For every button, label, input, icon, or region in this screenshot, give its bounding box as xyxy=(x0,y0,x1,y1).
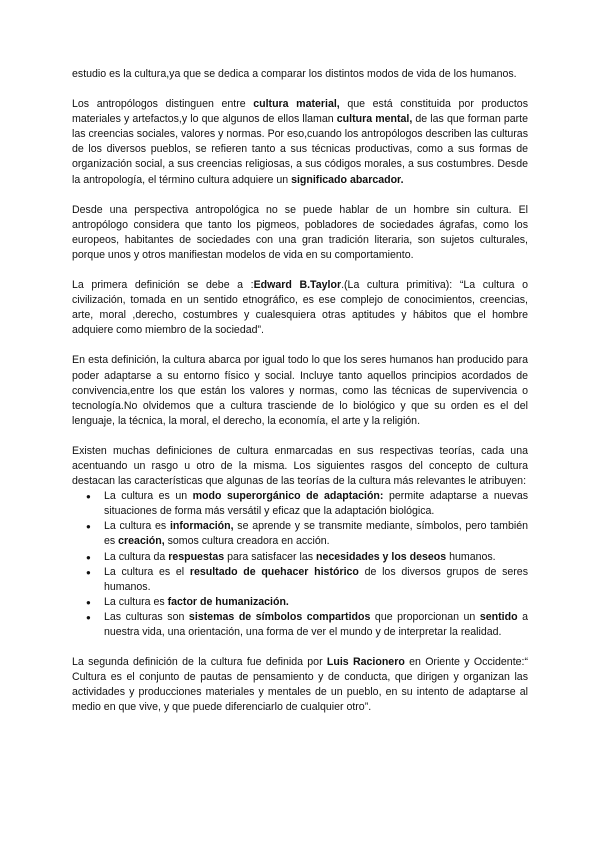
paragraph-racionero xyxy=(72,655,528,715)
list-item xyxy=(104,489,528,519)
paragraph-definicion xyxy=(72,353,528,428)
list-item xyxy=(104,565,528,595)
text-run: permite adaptarse a nuevas situaciones de forma más versátil y eficaz que la adaptación biológica. xyxy=(104,490,529,518)
bold-term: información, xyxy=(169,520,234,533)
bold-term: sistemas de símbolos compartidos xyxy=(188,610,371,623)
text-run: .(La cultura primitiva): “La cultura o civilización, tomada en un sentido etnográfico, es ese complejo de conocimientos, creencias, arte, moral ,derecho, costumbres y cualesquiera otras aptitudes y hábitos que el hombre adquiere como miembro de la sociedad”. xyxy=(72,279,529,337)
text-run: La segunda definición de la cultura fue definida por xyxy=(72,656,327,669)
text-run: que está constituida por productos materiales y artefactos,y lo que algunos de ellos llaman xyxy=(72,98,528,126)
text-run: Desde una perspectiva antropológica no se puede hablar de un hombre sin cultura. El antropólogo considera que tanto los pigmeos, pobladores de sociedades ágrafas, como los europeos, habitantes de sociedades con una gran tradición literaria, son sujetos culturales, porque unos y otros manifiestan modelos de vida en su comportamiento. xyxy=(72,203,528,261)
text-run: La cultura es un xyxy=(104,490,193,503)
text-run: de las que forman parte las creencias sociales, valores y normas. Por eso,cuando los antropólogos describen las culturas de los diversos pueblos, se refieren tanto a sus técnicas productivas, como a sus formas de organización social, a sus creencias religiosas, a sus códigos morales, a sus costumbres. Desde la antropología, el término cultura adquiere un xyxy=(72,113,528,186)
bold-term: respuestas xyxy=(168,550,225,563)
bold-term: sentido xyxy=(479,610,518,623)
text-run: estudio es la cultura,ya que se dedica a comparar los distintos modos de vida de los humanos. xyxy=(72,68,517,80)
text-run: La cultura es xyxy=(104,595,168,608)
text-run: de los diversos grupos de seres humanos. xyxy=(104,565,528,593)
paragraph-taylor xyxy=(72,278,528,338)
bold-cultura-mental: cultura mental, xyxy=(336,113,413,126)
text-run: a nuestra vida, una orientación, una forma de ver el mundo y de interpretar la realidad. xyxy=(104,610,529,638)
text-run: Los antropólogos distinguen entre xyxy=(72,98,254,111)
text-run: La primera definición se debe a : xyxy=(72,279,254,292)
text-run: La cultura es el xyxy=(104,565,190,578)
bold-cultura-material: cultura material, xyxy=(253,98,340,111)
text-run: en Oriente y Occidente:“ Cultura es el conjunto de pautas de pensamiento y de conducta, que dirigen y organizan las actividades y producciones materiales y mentales de un pueblo, en su intento de adaptarse al medio en que vive, y que puede diferenciarlo de cualquier otro”. xyxy=(72,656,529,714)
document-body xyxy=(72,67,528,730)
list-item xyxy=(104,595,528,610)
bold-term: resultado de quehacer histórico xyxy=(189,565,359,578)
bold-luis-racionero: Luis Racionero xyxy=(326,656,405,669)
text-run: que proporcionan un xyxy=(370,610,480,623)
text-run: La cultura da xyxy=(104,550,169,563)
text-run: somos cultura creadora en acción. xyxy=(164,535,330,548)
paragraph-material-mental xyxy=(72,97,528,188)
text-run: humanos. xyxy=(446,550,496,563)
bold-term: factor de humanización. xyxy=(167,595,289,608)
paragraph-intro xyxy=(72,67,528,82)
text-run: Existen muchas definiciones de cultura enmarcadas en sus respectivas teorías, cada una acentuando un rasgo u otro de la misma. Los siguientes rasgos del concepto de cultura destacan las características que algunas de las teorías de la cultura más relevantes le atribuyen: xyxy=(72,444,528,488)
bold-term: creación, xyxy=(118,535,165,548)
paragraph-perspectiva xyxy=(72,203,528,263)
list-item xyxy=(104,519,528,549)
bold-significado-abarcador: significado abarcador. xyxy=(291,173,404,186)
list-item xyxy=(104,550,528,565)
bold-term: necesidades y los deseos xyxy=(316,550,447,563)
paragraph-rasgos-intro xyxy=(72,444,528,489)
text-run: se aprende y se transmite mediante, símbolos, pero también es xyxy=(104,520,528,548)
rasgos-list xyxy=(72,489,528,640)
text-run: La cultura es xyxy=(104,520,170,533)
bold-edward-taylor: Edward B.Taylor xyxy=(253,279,342,292)
list-item xyxy=(104,610,528,640)
text-run: En esta definición, la cultura abarca por igual todo lo que los seres humanos han producido para poder adaptarse a su entorno físico y social. Incluye tanto aquellos principios acordados de convivencia,entre los que están los valores y normas, como las técnicas de supervivencia o tecnología.No olvidemos que a cultura trasciende de lo biológico y que su orden es el del lenguaje, la técnica, la moral, el derecho, la economía, el arte y la religión. xyxy=(72,354,528,427)
text-run: Las culturas son xyxy=(104,610,189,623)
text-run: para satisfacer las xyxy=(224,550,317,563)
bold-term: modo superorgánico de adaptación: xyxy=(192,490,384,503)
